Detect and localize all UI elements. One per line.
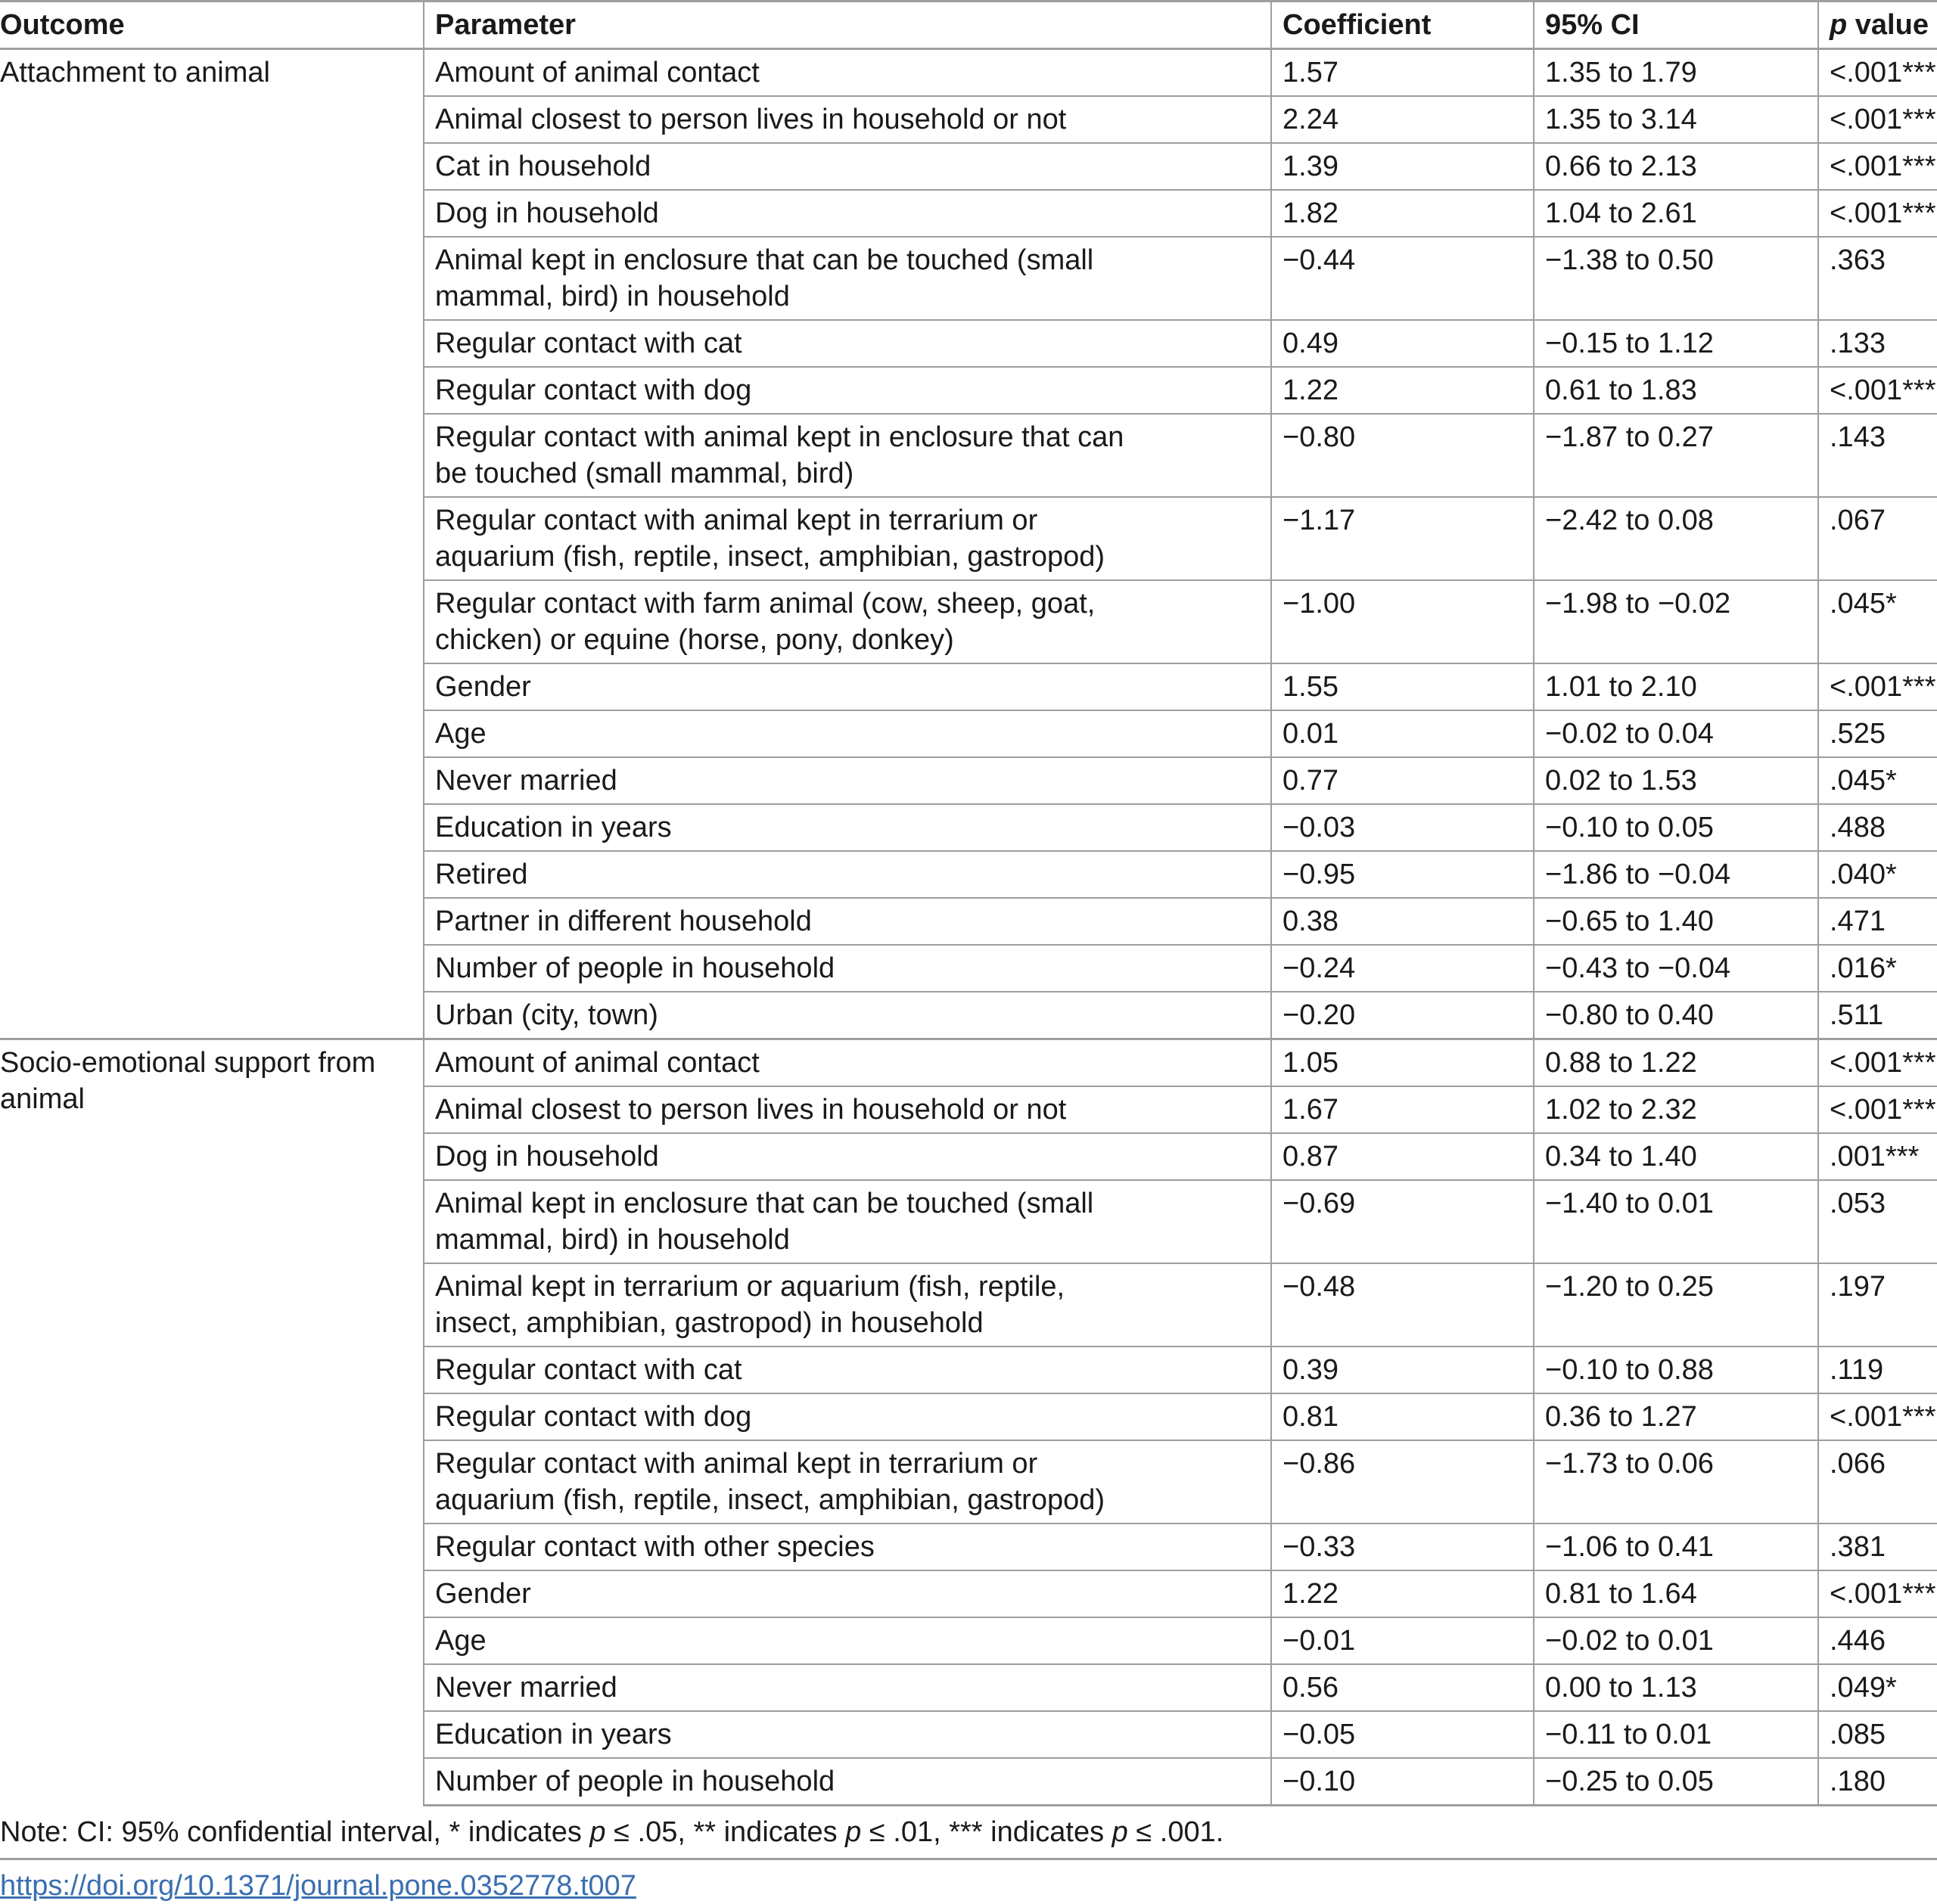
- coefficient-cell: −0.24: [1271, 945, 1534, 992]
- parameter-text: Regular contact with animal kept in enclosure that can be touched (small mammal, bird): [435, 421, 1124, 489]
- parameter-text: Amount of animal contact: [435, 1047, 760, 1079]
- coefficient-cell: 0.56: [1271, 1664, 1534, 1711]
- parameter-text: Number of people in household: [435, 952, 835, 984]
- parameter-text: Partner in different household: [435, 905, 812, 937]
- ci-cell: −1.40 to 0.01: [1534, 1180, 1818, 1263]
- p-value-cell: <.001***: [1818, 663, 1937, 710]
- p-value-cell: .067: [1818, 497, 1937, 580]
- p-value-cell: .197: [1818, 1263, 1937, 1346]
- p-value-cell: .119: [1818, 1346, 1937, 1393]
- ci-cell: 0.61 to 1.83: [1534, 367, 1818, 414]
- parameter-cell: [424, 1086, 1271, 1133]
- header-p-value: [1818, 2, 1937, 49]
- ci-cell: −0.11 to 0.01: [1534, 1711, 1818, 1758]
- parameter-text: Age: [435, 718, 487, 750]
- doi-link[interactable]: https://doi.org/10.1371/journal.pone.0352778.t007: [0, 1870, 636, 1902]
- table-row: [0, 1039, 1937, 1087]
- p-value-cell: .045*: [1818, 580, 1937, 663]
- note-p-symbol: p: [1112, 1816, 1128, 1848]
- ci-cell: −0.02 to 0.01: [1534, 1617, 1818, 1664]
- ci-cell: −1.06 to 0.41: [1534, 1524, 1818, 1570]
- p-value-cell: <.001***: [1818, 143, 1937, 190]
- outcome-cell: Socio-emotional support from animal: [0, 1039, 424, 1806]
- note-p-symbol: p: [589, 1816, 606, 1848]
- header-p-rest: value: [1847, 9, 1929, 41]
- p-value-cell: <.001***: [1818, 1570, 1937, 1617]
- parameter-text: Animal kept in enclosure that can be touched (small mammal, bird) in household: [435, 1188, 1094, 1256]
- ci-cell: 1.04 to 2.61: [1534, 190, 1818, 237]
- coefficient-cell: −0.20: [1271, 992, 1534, 1039]
- table-row: [0, 49, 1937, 97]
- coefficient-cell: −1.00: [1271, 580, 1534, 663]
- coefficient-cell: 1.22: [1271, 367, 1534, 414]
- ci-cell: 1.35 to 1.79: [1534, 49, 1818, 97]
- coefficient-cell: 2.24: [1271, 96, 1534, 143]
- coefficient-cell: −0.10: [1271, 1758, 1534, 1806]
- ci-cell: −1.87 to 0.27: [1534, 414, 1818, 497]
- ci-cell: 0.81 to 1.64: [1534, 1570, 1818, 1617]
- coefficient-cell: −0.01: [1271, 1617, 1534, 1664]
- coefficient-cell: −0.95: [1271, 851, 1534, 898]
- p-value-cell: <.001***: [1818, 1039, 1937, 1087]
- parameter-cell: [424, 992, 1271, 1039]
- header-p-italic: p: [1830, 9, 1848, 41]
- coefficient-cell: 0.77: [1271, 757, 1534, 804]
- p-value-cell: <.001***: [1818, 1086, 1937, 1133]
- parameter-text: Regular contact with cat: [435, 1354, 742, 1386]
- parameter-cell: [424, 320, 1271, 367]
- parameter-cell: [424, 96, 1271, 143]
- parameter-cell: [424, 945, 1271, 992]
- parameter-text: Education in years: [435, 812, 672, 843]
- parameter-text: Animal closest to person lives in household or not: [435, 104, 1067, 135]
- coefficient-cell: 0.39: [1271, 1346, 1534, 1393]
- p-value-cell: <.001***: [1818, 367, 1937, 414]
- parameter-text: Education in years: [435, 1719, 672, 1750]
- coefficient-cell: 0.49: [1271, 320, 1534, 367]
- parameter-text: Never married: [435, 765, 617, 797]
- p-value-cell: .085: [1818, 1711, 1937, 1758]
- parameter-cell: [424, 1039, 1271, 1087]
- parameter-cell: [424, 1440, 1271, 1524]
- parameter-cell: [424, 1617, 1271, 1664]
- parameter-cell: [424, 237, 1271, 320]
- parameter-cell: [424, 1263, 1271, 1346]
- ci-cell: −1.98 to −0.02: [1534, 580, 1818, 663]
- coefficient-cell: 1.22: [1271, 1570, 1534, 1617]
- outcome-group: [0, 49, 1937, 1039]
- parameter-text: Cat in household: [435, 151, 651, 182]
- p-value-cell: <.001***: [1818, 1393, 1937, 1440]
- coefficient-cell: 0.01: [1271, 710, 1534, 757]
- header-outcome: Outcome: [0, 2, 424, 49]
- parameter-cell: [424, 1180, 1271, 1263]
- p-value-cell: .180: [1818, 1758, 1937, 1806]
- parameter-text: Regular contact with dog: [435, 1401, 752, 1433]
- coefficient-cell: 1.67: [1271, 1086, 1534, 1133]
- ci-cell: −1.73 to 0.06: [1534, 1440, 1818, 1524]
- parameter-cell: [424, 757, 1271, 804]
- note-text: ≤ .05, ** indicates: [605, 1816, 846, 1848]
- ci-cell: −0.43 to −0.04: [1534, 945, 1818, 992]
- parameter-cell: [424, 1711, 1271, 1758]
- table-note: [0, 1806, 1937, 1860]
- outcome-cell: Attachment to animal: [0, 49, 424, 1039]
- coefficient-cell: −0.48: [1271, 1263, 1534, 1346]
- header-row: [0, 2, 1937, 49]
- p-value-cell: .488: [1818, 804, 1937, 851]
- ci-cell: 0.66 to 2.13: [1534, 143, 1818, 190]
- parameter-cell: [424, 580, 1271, 663]
- coefficient-cell: 1.57: [1271, 49, 1534, 97]
- p-value-cell: .133: [1818, 320, 1937, 367]
- ci-cell: −0.10 to 0.05: [1534, 804, 1818, 851]
- ci-cell: 0.02 to 1.53: [1534, 757, 1818, 804]
- header-ci: 95% CI: [1534, 2, 1818, 49]
- parameter-text: Amount of animal contact: [435, 57, 760, 89]
- parameter-cell: [424, 710, 1271, 757]
- parameter-cell: [424, 49, 1271, 97]
- ci-cell: 1.02 to 2.32: [1534, 1086, 1818, 1133]
- note-text: ≤ .01, *** indicates: [861, 1816, 1112, 1848]
- parameter-cell: [424, 414, 1271, 497]
- p-value-cell: <.001***: [1818, 190, 1937, 237]
- p-value-cell: .446: [1818, 1617, 1937, 1664]
- p-value-cell: .016*: [1818, 945, 1937, 992]
- parameter-cell: [424, 497, 1271, 580]
- p-value-cell: <.001***: [1818, 49, 1937, 97]
- note-text: ≤ .001.: [1127, 1816, 1224, 1848]
- parameter-cell: [424, 1664, 1271, 1711]
- parameter-text: Animal closest to person lives in household or not: [435, 1094, 1067, 1126]
- parameter-text: Regular contact with cat: [435, 328, 742, 359]
- p-value-cell: .066: [1818, 1440, 1937, 1524]
- parameter-cell: [424, 1133, 1271, 1180]
- parameter-text: Number of people in household: [435, 1766, 835, 1797]
- parameter-cell: [424, 851, 1271, 898]
- p-value-cell: .525: [1818, 710, 1937, 757]
- parameter-text: Gender: [435, 671, 531, 703]
- parameter-text: Urban (city, town): [435, 999, 658, 1031]
- ci-cell: −0.10 to 0.88: [1534, 1346, 1818, 1393]
- parameter-text: Age: [435, 1625, 487, 1657]
- note-text: Note: CI: 95% confidential interval, * indicates: [0, 1816, 590, 1848]
- p-value-cell: .363: [1818, 237, 1937, 320]
- ci-cell: 1.01 to 2.10: [1534, 663, 1818, 710]
- parameter-text: Never married: [435, 1672, 617, 1704]
- ci-cell: 0.88 to 1.22: [1534, 1039, 1818, 1087]
- p-value-cell: .045*: [1818, 757, 1937, 804]
- parameter-cell: [424, 1393, 1271, 1440]
- parameter-text: Dog in household: [435, 197, 659, 229]
- p-value-cell: .143: [1818, 414, 1937, 497]
- outcome-group: [0, 1039, 1937, 1806]
- ci-cell: −1.38 to 0.50: [1534, 237, 1818, 320]
- parameter-text: Gender: [435, 1578, 531, 1610]
- ci-cell: 0.00 to 1.13: [1534, 1664, 1818, 1711]
- parameter-text: Regular contact with animal kept in terrarium or aquarium (fish, reptile, insect, amphibian, gastropod): [435, 1448, 1105, 1516]
- p-value-cell: .471: [1818, 898, 1937, 945]
- coefficient-cell: 1.39: [1271, 143, 1534, 190]
- parameter-cell: [424, 1346, 1271, 1393]
- p-value-cell: .381: [1818, 1524, 1937, 1570]
- parameter-text: Regular contact with animal kept in terrarium or aquarium (fish, reptile, insect, amphibian, gastropod): [435, 505, 1105, 573]
- coefficient-cell: −0.33: [1271, 1524, 1534, 1570]
- p-value-cell: .053: [1818, 1180, 1937, 1263]
- parameter-text: Animal kept in terrarium or aquarium (fish, reptile, insect, amphibian, gastropod) in household: [435, 1271, 1065, 1339]
- ci-cell: 1.35 to 3.14: [1534, 96, 1818, 143]
- parameter-cell: [424, 1758, 1271, 1806]
- coefficient-cell: −0.80: [1271, 414, 1534, 497]
- parameter-cell: [424, 663, 1271, 710]
- coefficient-cell: 1.55: [1271, 663, 1534, 710]
- parameter-text: Retired: [435, 859, 528, 890]
- ci-cell: 0.34 to 1.40: [1534, 1133, 1818, 1180]
- table-header: [0, 2, 1937, 49]
- coefficient-cell: 0.81: [1271, 1393, 1534, 1440]
- coefficient-cell: −0.03: [1271, 804, 1534, 851]
- ci-cell: −0.65 to 1.40: [1534, 898, 1818, 945]
- ci-cell: −1.20 to 0.25: [1534, 1263, 1818, 1346]
- coefficient-cell: −0.86: [1271, 1440, 1534, 1524]
- p-value-cell: .001***: [1818, 1133, 1937, 1180]
- parameter-cell: [424, 1570, 1271, 1617]
- parameter-cell: [424, 190, 1271, 237]
- note-p-symbol: p: [845, 1816, 862, 1848]
- coefficient-cell: −0.05: [1271, 1711, 1534, 1758]
- ci-cell: −1.86 to −0.04: [1534, 851, 1818, 898]
- p-value-cell: .049*: [1818, 1664, 1937, 1711]
- coefficient-cell: −0.44: [1271, 237, 1534, 320]
- ci-cell: −0.02 to 0.04: [1534, 710, 1818, 757]
- p-value-cell: .511: [1818, 992, 1937, 1039]
- header-parameter: Parameter: [424, 2, 1271, 49]
- ci-cell: −0.80 to 0.40: [1534, 992, 1818, 1039]
- parameter-text: Regular contact with other species: [435, 1531, 875, 1563]
- parameter-cell: [424, 898, 1271, 945]
- parameter-cell: [424, 367, 1271, 414]
- p-value-cell: <.001***: [1818, 96, 1937, 143]
- parameter-cell: [424, 143, 1271, 190]
- coefficient-cell: 0.87: [1271, 1133, 1534, 1180]
- parameter-text: Dog in household: [435, 1141, 659, 1173]
- parameter-text: Animal kept in enclosure that can be touched (small mammal, bird) in household: [435, 244, 1094, 312]
- coefficient-cell: 0.38: [1271, 898, 1534, 945]
- coefficient-cell: −0.69: [1271, 1180, 1534, 1263]
- parameter-cell: [424, 1524, 1271, 1570]
- parameter-cell: [424, 804, 1271, 851]
- header-coefficient: Coefficient: [1271, 2, 1534, 49]
- parameter-text: Regular contact with farm animal (cow, sheep, goat, chicken) or equine (horse, pony, donkey): [435, 588, 1096, 656]
- ci-cell: 0.36 to 1.27: [1534, 1393, 1818, 1440]
- ci-cell: −0.15 to 1.12: [1534, 320, 1818, 367]
- ci-cell: −0.25 to 0.05: [1534, 1758, 1818, 1806]
- coefficient-cell: −1.17: [1271, 497, 1534, 580]
- ci-cell: −2.42 to 0.08: [1534, 497, 1818, 580]
- coefficient-cell: 1.05: [1271, 1039, 1534, 1087]
- parameter-text: Regular contact with dog: [435, 374, 752, 406]
- coefficient-cell: 1.82: [1271, 190, 1534, 237]
- p-value-cell: .040*: [1818, 851, 1937, 898]
